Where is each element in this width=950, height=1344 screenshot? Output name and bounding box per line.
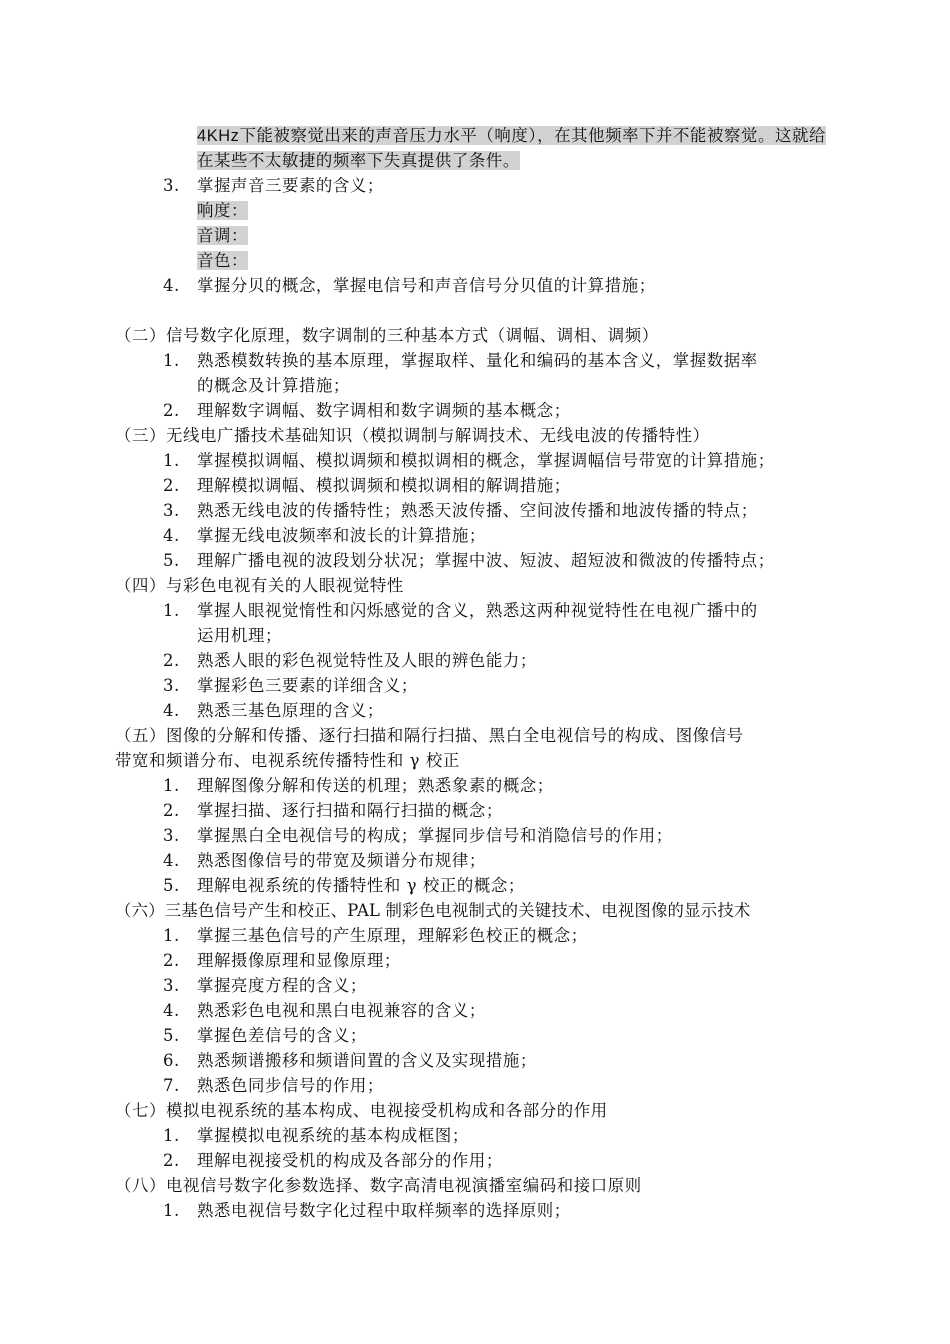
item-text: 掌握彩色三要素的详细含义； [197,676,418,695]
list-item [163,824,673,848]
sub-label [197,199,248,223]
item-number: 1. [163,1201,180,1220]
item-text: 理解模拟调幅、模拟调频和模拟调相的解调措施； [197,476,571,495]
list-item [163,549,775,573]
item-number: 5. [163,876,180,895]
item-text: 掌握分贝的概念，掌握电信号和声音信号分贝值的计算措施； [197,276,656,295]
section-title-continuation [115,749,460,773]
list-item [163,649,537,673]
list-item [163,1199,571,1223]
list-item [163,974,367,998]
list-item [163,849,486,873]
section-title-text: （六）三基色信号产生和校正、PAL 制彩色电视制式的关键技术、电视图像的显示技术 [115,901,751,920]
item-number: 3. [163,826,180,845]
section-title [115,324,659,348]
item-number: 3. [163,676,180,695]
list-item [163,1049,537,1073]
item-number: 2. [163,801,180,820]
item-text: 理解电视系统的传播特性和 γ 校正的概念； [197,876,525,895]
item-number: 1. [163,1126,180,1145]
section-title [115,424,710,448]
item-text: 理解广播电视的波段划分状况；掌握中波、短波、超短波和微波的传播特点； [197,551,775,570]
sub-label [197,224,248,248]
item-number: 2. [163,476,180,495]
item-text: 熟悉彩色电视和黑白电视兼容的含义； [197,1001,486,1020]
section-title-text: （四）与彩色电视有关的人眼视觉特性 [115,576,404,595]
pitch-label: 音调： [197,226,248,245]
item-number: 4. [163,276,180,295]
item-number: 5. [163,551,180,570]
list-item [163,274,656,298]
list-item [163,949,401,973]
paragraph-line [197,149,520,173]
item-text: 掌握三基色信号的产生原理，理解彩色校正的概念； [197,926,588,945]
list-item [163,699,384,723]
item-text: 理解数字调幅、数字调相和数字调频的基本概念； [197,401,571,420]
item-text: 理解摄像原理和显像原理； [197,951,401,970]
item-number: 3. [163,976,180,995]
item-text: 熟悉人眼的彩色视觉特性及人眼的辨色能力； [197,651,537,670]
list-item [163,1024,367,1048]
section-title-text: （五）图像的分解和传播、逐行扫描和隔行扫描、黑白全电视信号的构成、图像信号 [115,726,744,745]
list-item [163,1149,503,1173]
item-text: 掌握黑白全电视信号的构成；掌握同步信号和消隐信号的作用； [197,826,673,845]
item-number: 3. [163,501,180,520]
list-item [163,399,571,423]
list-item [163,524,486,548]
item-number: 4. [163,526,180,545]
list-item [163,1124,469,1148]
item-number: 1. [163,926,180,945]
list-item [163,674,418,698]
frequency-text: 4KHz [197,127,240,145]
paragraph-line [197,124,826,148]
list-item [163,999,486,1023]
list-item-continuation [197,374,350,398]
section-title [115,574,404,598]
item-text: 掌握色差信号的含义； [197,1026,367,1045]
item-number: 1. [163,601,180,620]
item-number: 6. [163,1051,180,1070]
list-item [163,774,554,798]
item-number: 2. [163,651,180,670]
item-text: 掌握亮度方程的含义； [197,976,367,995]
item-text: 熟悉模数转换的基本原理，掌握取样、量化和编码的基本含义，掌握数据率 [197,351,758,370]
item-text: 掌握声音三要素的含义； [197,176,384,195]
highlighted-text [197,126,826,145]
sub-label [197,249,248,273]
list-item [163,874,525,898]
item-number: 3. [163,176,180,195]
item-text: 熟悉电视信号数字化过程中取样频率的选择原则； [197,1201,571,1220]
item-text: 熟悉无线电波的传播特性；熟悉天波传播、空间波传播和地波传播的特点； [197,501,758,520]
item-number: 2. [163,401,180,420]
section-title [115,724,744,748]
section-title-text: （三）无线电广播技术基础知识（模拟调制与解调技术、无线电波的传播特性） [115,426,710,445]
item-number: 1. [163,776,180,795]
list-item [163,924,588,948]
section-title [115,1174,642,1198]
item-number: 4. [163,851,180,870]
section-title-text: （八）电视信号数字化参数选择、数字高清电视演播室编码和接口原则 [115,1176,642,1195]
item-text: 运用机理； [197,626,282,645]
item-number: 7. [163,1076,180,1095]
list-item [163,599,758,623]
item-text: 理解图像分解和传送的机理；熟悉象素的概念； [197,776,554,795]
section-title [115,1099,608,1123]
list-item [163,1074,384,1098]
timbre-label: 音色： [197,251,248,270]
item-number: 4. [163,701,180,720]
item-text: 熟悉图像信号的带宽及频谱分布规律； [197,851,486,870]
list-item [163,499,758,523]
item-text: 的概念及计算措施； [197,376,350,395]
item-text: 掌握无线电波频率和波长的计算措施； [197,526,486,545]
loudness-label: 响度： [197,201,248,220]
item-text: 掌握模拟调幅、模拟调频和模拟调相的概念，掌握调幅信号带宽的计算措施； [197,451,775,470]
item-number: 2. [163,1151,180,1170]
item-text: 熟悉三基色原理的含义； [197,701,384,720]
item-number: 1. [163,451,180,470]
list-item [163,174,384,198]
list-item [163,474,571,498]
highlighted-text: 在某些不太敏捷的频率下失真提供了条件。 [197,151,520,170]
item-text: 掌握扫描、逐行扫描和隔行扫描的概念； [197,801,503,820]
item-number: 1. [163,351,180,370]
item-text: 理解电视接受机的构成及各部分的作用； [197,1151,503,1170]
list-item [163,349,758,373]
list-item [163,449,775,473]
list-item [163,799,503,823]
item-number: 2. [163,951,180,970]
paragraph-text: 下能被察觉出来的声音压力水平（响度），在其他频率下并不能被察觉。这就给 [239,126,826,145]
section-title-text: 带宽和频谱分布、电视系统传播特性和 γ 校正 [115,751,460,770]
item-text: 掌握人眼视觉惰性和闪烁感觉的含义，熟悉这两种视觉特性在电视广播中的 [197,601,758,620]
section-title-text: （七）模拟电视系统的基本构成、电视接受机构成和各部分的作用 [115,1101,608,1120]
item-text: 熟悉色同步信号的作用； [197,1076,384,1095]
item-number: 4. [163,1001,180,1020]
list-item-continuation [197,624,282,648]
section-title [115,899,751,923]
item-text: 掌握模拟电视系统的基本构成框图； [197,1126,469,1145]
item-number: 5. [163,1026,180,1045]
item-text: 熟悉频谱搬移和频谱间置的含义及实现措施； [197,1051,537,1070]
section-title-text: （二）信号数字化原理，数字调制的三种基本方式（调幅、调相、调频） [115,326,659,345]
